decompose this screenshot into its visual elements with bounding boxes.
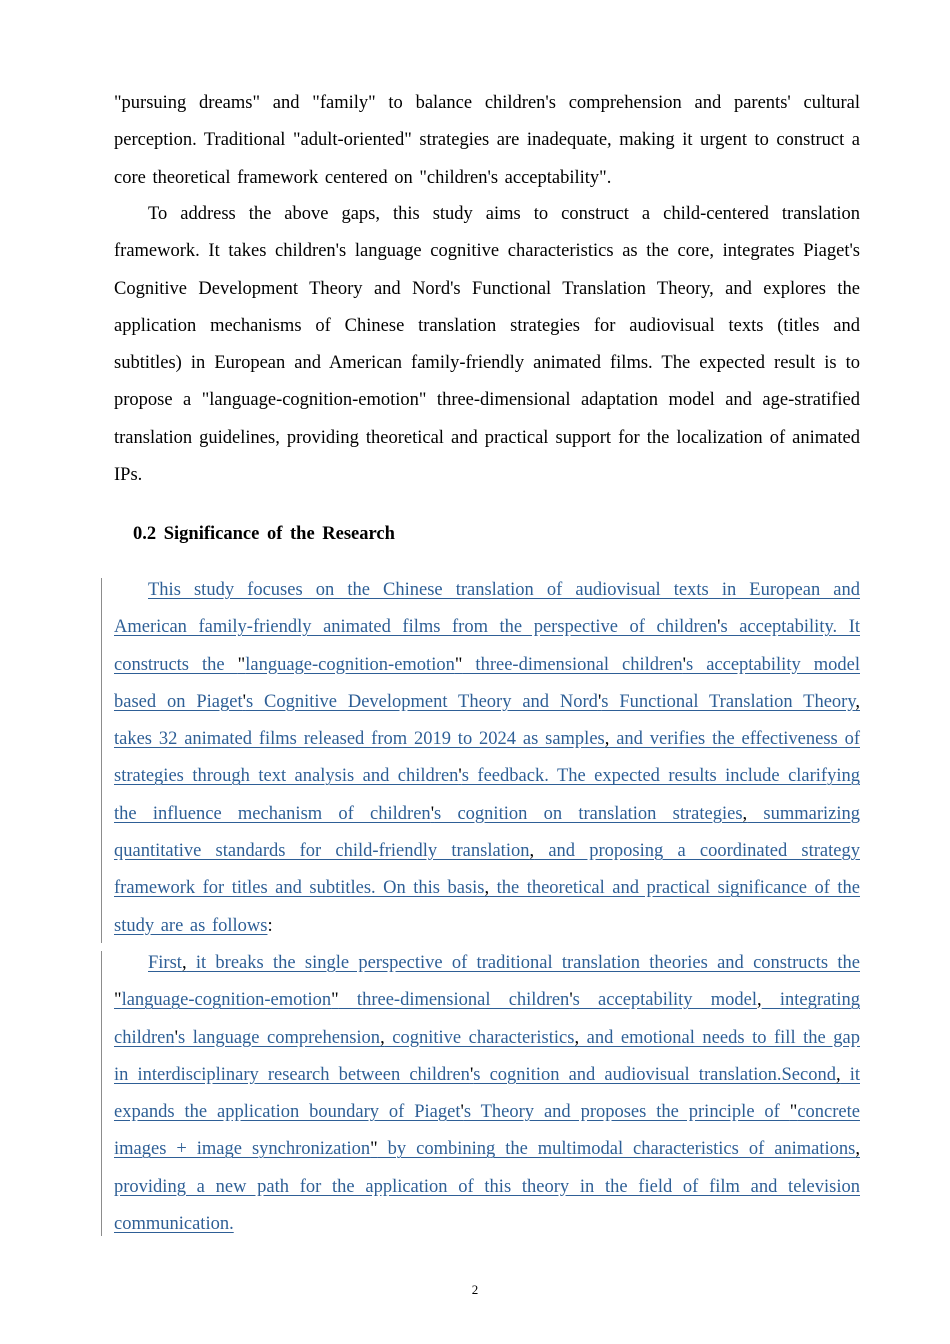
inserted-text: s Theory and proposes the principle of (463, 1102, 790, 1123)
change-bar (101, 951, 102, 1236)
inserted-text: and proposing a coordinated strategy framework for titles and subtitles. On this basis (114, 841, 860, 899)
inserted-text: it breaks the single perspective of traditional translation theories and constructs the (186, 953, 860, 973)
inserted-text: s Cognitive Development Theory and Nord (245, 691, 598, 712)
quote-mark: " (237, 654, 246, 675)
comma: , (757, 990, 762, 1011)
tracked-paragraph-study-focus (114, 572, 860, 945)
inserted-text: language-cognition-emotion (245, 654, 455, 675)
inserted-text: s Functional Translation Theory (601, 691, 856, 712)
apostrophe: ' (242, 691, 246, 712)
inserted-text: concrete images + image synchronization (114, 1102, 860, 1160)
quote-mark: " (789, 1102, 798, 1123)
inserted-text: takes 32 animated films released from 2019 to 2024 as samples (114, 729, 605, 750)
inserted-text: cognitive characteristics (384, 1027, 575, 1048)
section-heading: 0.2 Significance of the Research (133, 524, 395, 544)
comma: , (742, 803, 748, 824)
inserted-text: summarizing quantitative standards for child-friendly translation (114, 803, 861, 862)
inserted-text: s cognition on translation strategies (434, 803, 743, 824)
inserted-text: providing a new path for the application of this theory in the field of film and television communication. (114, 1176, 860, 1235)
inserted-text: integrating children (114, 990, 860, 1048)
comma: , (484, 878, 490, 899)
inserted-text: and emotional needs to fill the gap in interdisciplinary research between children (114, 1027, 860, 1085)
quote-mark: " (114, 990, 122, 1011)
comma: , (529, 841, 535, 862)
apostrophe: ' (682, 654, 686, 675)
apostrophe: ' (430, 803, 435, 824)
inserted-text: This study focuses on the Chinese translation of audiovisual texts in European and American family-friendly animated films from the perspective of children (114, 580, 860, 638)
comma: , (855, 1139, 860, 1160)
quote-mark: " (370, 1139, 378, 1160)
change-bar (101, 578, 102, 943)
quote-mark: " (454, 654, 463, 675)
comma: , (604, 729, 610, 750)
comma: , (855, 691, 860, 712)
inserted-text: it expands the application boundary of Piaget (114, 1064, 860, 1123)
inserted-text: the theoretical and practical significance of the study are as follows (114, 878, 860, 936)
apostrophe: ' (458, 766, 462, 787)
inserted-text: three-dimensional children (462, 654, 683, 675)
comma: , (835, 1064, 841, 1085)
inserted-text: and verifies the effectiveness of strategies through text analysis and children (114, 729, 860, 787)
inserted-text: s cognition and audiovisual translation.Second (473, 1064, 836, 1085)
inserted-text: by combining the multimodal characteristics of animations (377, 1139, 856, 1160)
inserted-text: three-dimensional children (338, 990, 570, 1011)
comma: , (574, 1027, 580, 1048)
comma: , (380, 1027, 385, 1048)
colon: : (267, 915, 273, 936)
inserted-text: language-cognition-emotion (121, 990, 332, 1011)
body-paragraph-continued: "pursuing dreams" and "family" to balance children's comprehension and parents' cultural perception. Traditional "adult-oriented" strategies are inadequate, making it urgent to construct a core theoretical framework centered on "children's acceptability". (114, 93, 860, 188)
inserted-text: s acceptability model (572, 990, 758, 1011)
inserted-text: s acceptability. It constructs the (114, 617, 860, 675)
apostrophe: ' (469, 1064, 474, 1085)
quote-mark: " (331, 990, 339, 1011)
page-number: 2 (471, 1282, 479, 1297)
tracked-paragraph-first-second (114, 945, 860, 1243)
apostrophe: ' (569, 990, 573, 1011)
apostrophe: ' (597, 691, 602, 712)
inserted-text: s feedback. The expected results include clarifying the influence mechanism of children (114, 766, 860, 824)
apostrophe: ' (460, 1102, 464, 1123)
inserted-text: s acceptability model based on Piaget (114, 654, 860, 712)
apostrophe: ' (174, 1027, 178, 1048)
inserted-text: First (148, 953, 182, 973)
inserted-text: s language comprehension (177, 1027, 381, 1048)
body-paragraph-gaps: To address the above gaps, this study aims to construct a child-centered translation framework. It takes children's language cognitive characteristics as the core, integrates Piaget's Cognitive Development Theory and Nord's Functional Translation Theory, and explores the application mechanisms of Chinese translation strategies for audiovisual texts (titles and subtitles) in European and American family-friendly animated films. The expected result is to propose a "language-cognition-emotion" three-dimensional adaptation model and age-stratified translation guidelines, providing theoretical and practical support for the localization of animated IPs. (114, 204, 860, 486)
comma: , (181, 953, 187, 973)
apostrophe: ' (717, 617, 721, 638)
